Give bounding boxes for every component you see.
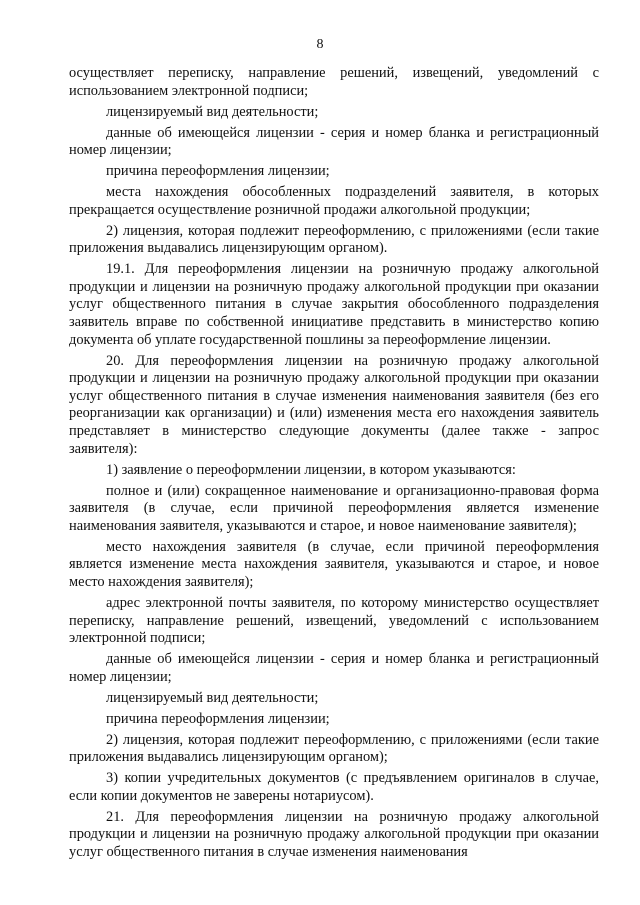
paragraph: 21. Для переоформления лицензии на розничную продажу алкогольной продукции и лицензии на розничную продажу алкогольной продукции при оказании услуг общественного питания в случае изменения наименования (69, 808, 599, 860)
page-number: 8 (316, 37, 324, 52)
paragraph: 20. Для переоформления лицензии на розничную продажу алкогольной продукции и лицензии на розничную продажу алкогольной продукции при оказании услуг общественного питания в случае изменения наименования заявителя (без его реорганизации как организации) и (или) изменения места его нахождения заявитель представляет в министерство следующие документы (далее также - запрос заявителя): (69, 352, 599, 457)
paragraph: лицензируемый вид деятельности; (106, 689, 319, 706)
document-text (69, 65, 599, 865)
paragraph: данные об имеющейся лицензии - серия и номер бланка и регистрационный номер лицензии; (69, 651, 599, 685)
paragraph: лицензируемый вид деятельности; (106, 103, 319, 120)
paragraph: осуществляет переписку, направление решений, извещений, уведомлений с использованием электронной подписи; (69, 65, 599, 99)
paragraph: данные об имеющейся лицензии - серия и номер бланка и регистрационный номер лицензии; (69, 124, 599, 159)
paragraph: 2) лицензия, которая подлежит переоформлению, с приложениями (если такие приложения выдавались лицензирующим органом); (69, 731, 599, 766)
paragraph: причина переоформления лицензии; (106, 710, 330, 727)
paragraph: 19.1. Для переоформления лицензии на розничную продажу алкогольной продукции и лицензии на розничную продажу алкогольной продукции при оказании услуг общественного питания в случае закрытия обособленного подразделения заявитель вправе по собственной инициативе представить в министерство копию документа об уплате государственной пошлины за переоформление лицензии. (69, 261, 599, 348)
paragraph: 3) копии учредительных документов (с предъявлением оригиналов в случае, если копии документов не заверены нотариусом). (69, 770, 599, 804)
paragraph: 1) заявление о переоформлении лицензии, в котором указываются: (106, 461, 516, 478)
paragraph: места нахождения обособленных подразделений заявителя, в которых прекращается осуществление розничной продажи алкогольной продукции; (69, 184, 599, 218)
paragraph: 2) лицензия, которая подлежит переоформлению, с приложениями (если такие приложения выдавались лицензирующим органом). (69, 222, 599, 257)
paragraph: причина переоформления лицензии; (106, 163, 330, 180)
paragraph: адрес электронной почты заявителя, по которому министерство осуществляет переписку, направление решений, извещений, уведомлений с использованием электронной подписи; (69, 594, 599, 647)
paragraph: место нахождения заявителя (в случае, если причиной переоформления является изменение места нахождения заявителя, указываются и старое, и новое место нахождения заявителя); (69, 538, 599, 590)
paragraph: полное и (или) сокращенное наименование и организационно-правовая форма заявителя (в случае, если причиной переоформления является изменение наименования заявителя, указываются и старое, и новое наименование заявителя); (69, 482, 599, 534)
